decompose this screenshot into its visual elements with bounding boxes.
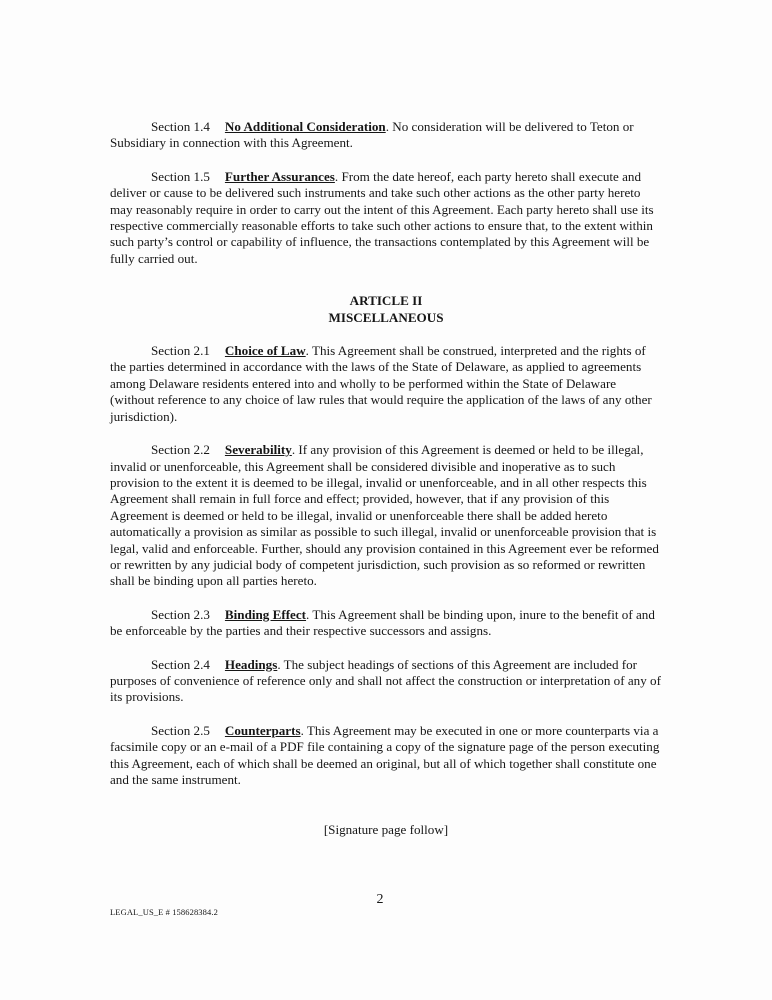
section-title: No Additional Consideration xyxy=(224,119,386,134)
section-text: . This Agreement shall be construed, interpreted and the rights of the parties determined in accordance with the laws of the State of Delaware, as applied to agreements among Delaware residents entered into and wholly to be performed within the State of Delaware (without reference to any choice of law rules that would require the application of the laws of any other jurisdiction). xyxy=(110,343,652,424)
section-text: . The subject headings of sections of this Agreement are included for purposes of convenience of reference only and shall not affect the construction or interpretation of any of its provisions. xyxy=(110,656,661,705)
section-2-5 xyxy=(110,723,662,789)
article-title: MISCELLANEOUS xyxy=(328,309,444,325)
section-number: Section 1.4 xyxy=(151,119,210,134)
section-text: . This Agreement shall be binding upon, inure to the benefit of and be enforceable by the parties and their respective successors and assigns. xyxy=(110,606,655,639)
document-id: LEGAL_US_E # 158628384.2 xyxy=(110,907,218,917)
section-number: Section 2.2 xyxy=(151,442,210,458)
section-2-4 xyxy=(110,657,662,706)
section-number: Section 2.4 xyxy=(151,656,210,672)
section-text: . From the date hereof, each party hereto shall execute and deliver or cause to be delivered such instruments and take such other actions as the other party hereto may reasonably require in order to carry out the intent of this Agreement. Each party hereto shall use its respective commercially reasonable efforts to take such other actions to ensure that, to the extent within such party’s control or capability of influence, the transactions contemplated by this Agreement will be fully carried out. xyxy=(110,168,654,266)
section-title: Counterparts xyxy=(224,722,301,738)
section-title: Headings xyxy=(224,656,278,672)
section-text: . No consideration will be delivered to Teton or Subsidiary in connection with this Agreement. xyxy=(110,119,634,151)
section-1-5 xyxy=(110,169,662,267)
document-body xyxy=(110,119,662,852)
article-label: ARTICLE II xyxy=(349,293,423,309)
signature-page-note: [Signature page follow] xyxy=(323,822,449,838)
section-title: Severability xyxy=(224,442,292,458)
section-text: . This Agreement may be executed in one or more counterparts via a facsimile copy or an e-mail of a PDF file containing a copy of the signature page of the person executing this Agreement, each of which shall be deemed an original, but all of which together shall constitute one and the same instrument. xyxy=(110,722,660,787)
section-title: Choice of Law xyxy=(224,343,306,359)
section-text: . If any provision of this Agreement is deemed or held to be illegal, invalid or unenforceable, this Agreement shall be considered divisible and inoperative as to such provision to the extent it is deemed to be illegal, invalid or unenforceable, and in all other respects this Agreement shall remain in full force and effect; provided, however, that if any provision of this Agreement is deemed or held to be illegal, invalid or unenforceable there shall be added hereto automatically a provision as similar as possible to such illegal, invalid or unenforceable provision that is legal, valid and enforceable. Further, should any provision contained in this Agreement ever be reformed or rewritten by any judicial body of competent jurisdiction, such provision as so reformed or rewritten shall be binding upon all parties hereto. xyxy=(110,442,659,589)
section-2-2 xyxy=(110,442,662,590)
section-1-4 xyxy=(110,119,662,152)
page-number: 2 xyxy=(376,892,384,907)
section-number: Section 2.5 xyxy=(151,722,210,738)
section-title: Binding Effect xyxy=(224,606,307,622)
section-number: Section 2.3 xyxy=(151,606,210,622)
section-2-3 xyxy=(110,607,662,640)
section-title: Further Assurances xyxy=(224,168,335,184)
article-heading xyxy=(110,293,662,326)
section-2-1 xyxy=(110,343,662,425)
section-number: Section 2.1 xyxy=(151,343,210,359)
section-number: Section 1.5 xyxy=(151,168,210,184)
